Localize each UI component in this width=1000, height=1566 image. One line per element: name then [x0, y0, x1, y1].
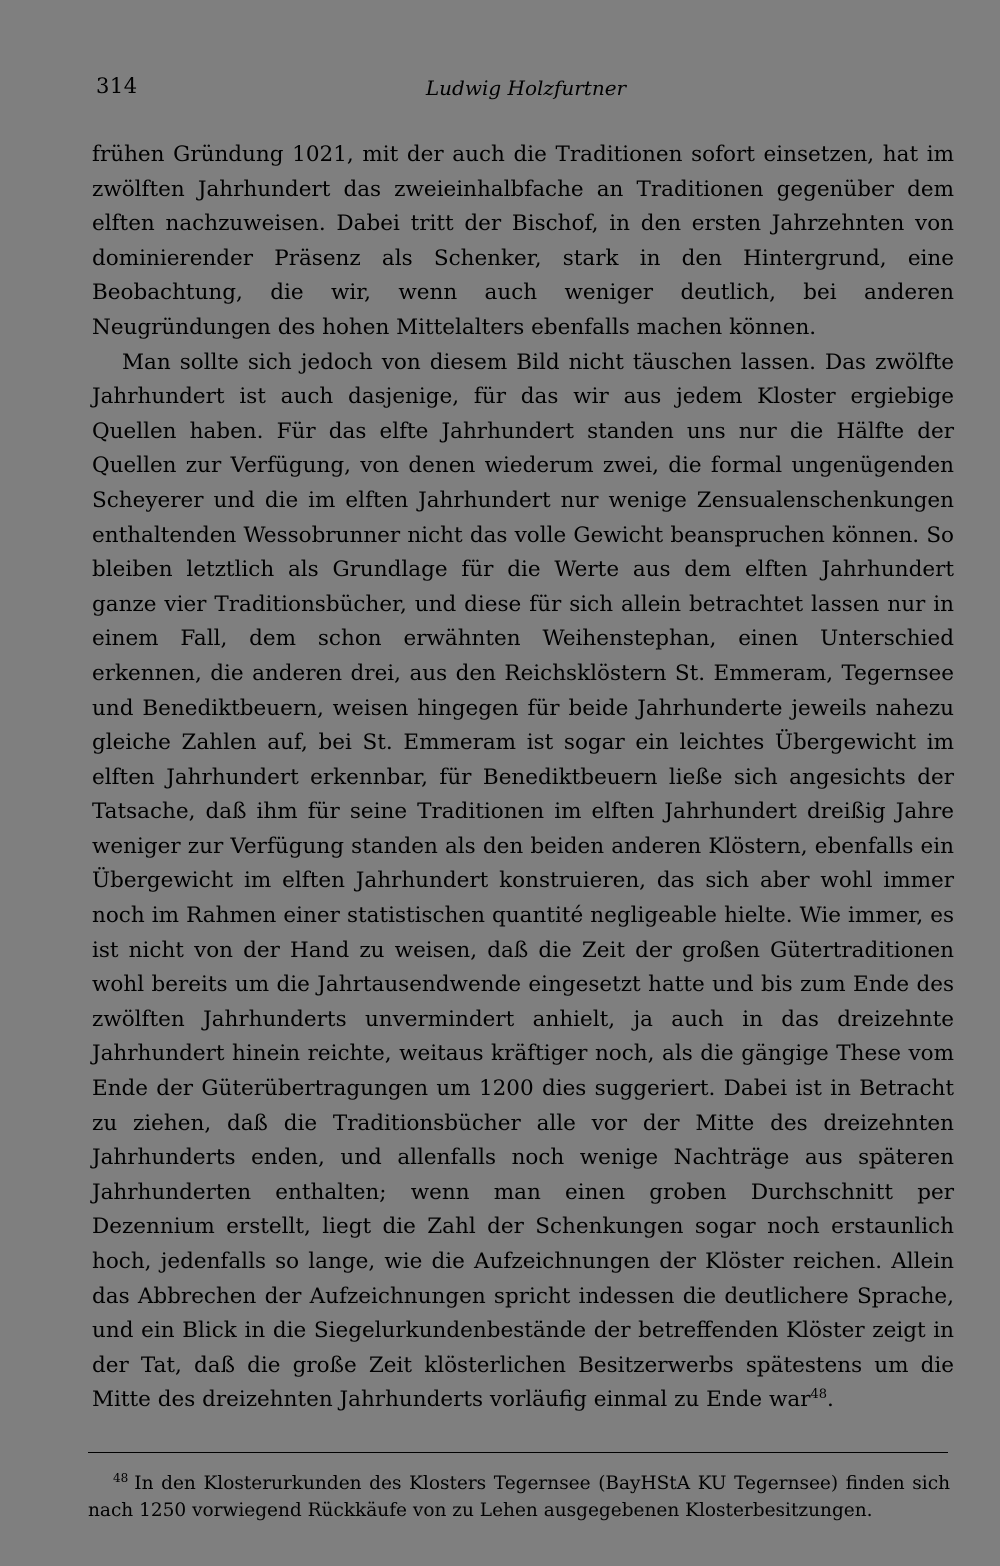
page-header — [96, 74, 956, 104]
body-text — [92, 138, 954, 1418]
page-number: 314 — [96, 74, 138, 98]
footnote-number: 48 — [113, 1470, 129, 1485]
footnote-reference[interactable]: 48 — [810, 1387, 828, 1403]
paragraph-1 — [92, 138, 954, 346]
paragraph-text: frühen Gründung 1021, mit der auch die Traditionen sofort einsetzen, hat im zwölften Jahrhundert das zweieinhalbfache an Traditionen gegenüber dem elften nachzuweisen. Dabei tritt der Bischof, in den ersten Jahrzehnten von dominierender Präsenz als Schenker, stark in den Hintergrund, eine Beobachtung, die wir, wenn auch weniger deutlich, bei anderen Neugründungen des hohen Mittelalters ebenfalls machen können. — [92, 142, 954, 340]
footnote-text: In den Klosterurkunden des Klosters Tegernsee (BayHStA KU Tegernsee) finden sich nach 1250 vorwiegend Rückkäufe von zu Lehen ausgegebenen Klosterbesitzungen. — [88, 1473, 950, 1521]
paragraph-text: Man sollte sich jedoch von diesem Bild nicht täuschen lassen. Das zwölfte Jahrhundert ist auch dasjenige, für das wir aus jedem Kloster ergiebige Quellen haben. Für das elfte Jahrhundert standen uns nur die Hälfte der Quellen zur Verfügung, von denen wiederum zwei, die formal ungenügenden Scheyerer und die im elften Jahrhundert nur wenige Zensualenschenkungen enthaltenden Wessobrunner nicht das volle Gewicht beanspruchen können. So bleiben letztlich als Grundlage für die Werte aus dem elften Jahrhundert ganze vier Traditionsbücher, und diese für sich allein betrachtet lassen nur in einem Fall, dem schon erwähnten Weihenstephan, einen Unterschied erkennen, die anderen drei, aus den Reichsklöstern St. Emmeram, Tegernsee und Benediktbeuern, weisen hingegen für beide Jahrhunderte jeweils nahezu gleiche Zahlen auf, bei St. Emmeram ist sogar ein leichtes Übergewicht im elften Jahrhundert erkennbar, für Benediktbeuern ließe sich angesichts der Tatsache, daß ihm für seine Traditionen im elften Jahrhundert dreißig Jahre weniger zur Verfügung standen als den beiden anderen Klöstern, ebenfalls ein Übergewicht im elften Jahrhundert konstruieren, das sich aber wohl immer noch im Rahmen einer statistischen quantité negligeable hielte. Wie immer, es ist nicht von der Hand zu weisen, daß die Zeit der großen Gütertraditionen wohl bereits um die Jahrtausendwende eingesetzt hatte und bis zum Ende des zwölften Jahrhunderts unvermindert anhielt, ja auch in das dreizehnte Jahrhundert hinein reichte, weitaus kräftiger noch, als die gängige These vom Ende der Güterübertragungen um 1200 dies suggeriert. Dabei ist in Betracht zu ziehen, daß die Traditionsbücher alle vor der Mitte des dreizehnten Jahrhunderts enden, und allenfalls noch wenige Nachträge aus späteren Jahrhunderten enthalten; wenn man einen groben Durchschnitt per Dezennium erstellt, liegt die Zahl der Schenkungen sogar noch erstaunlich hoch, jedenfalls so lange, wie die Aufzeichnungen der Klöster reichen. Allein das Abbrechen der Aufzeichnungen spricht indessen die deutlichere Sprache, und ein Blick in die Siegelurkundenbestände der betreffenden Klöster zeigt in der Tat, daß die große Zeit klösterlichen Besitzerwerbs spätestens um die Mitte des dreizehnten Jahrhunderts vorläufig einmal zu Ende war — [92, 349, 954, 1413]
paragraph-2 — [92, 346, 954, 1418]
running-title: Ludwig Holzfurtner — [425, 76, 627, 100]
footnote-divider — [88, 1452, 948, 1453]
footnote — [88, 1470, 950, 1524]
paragraph-end-punctuation: . — [827, 1387, 834, 1413]
